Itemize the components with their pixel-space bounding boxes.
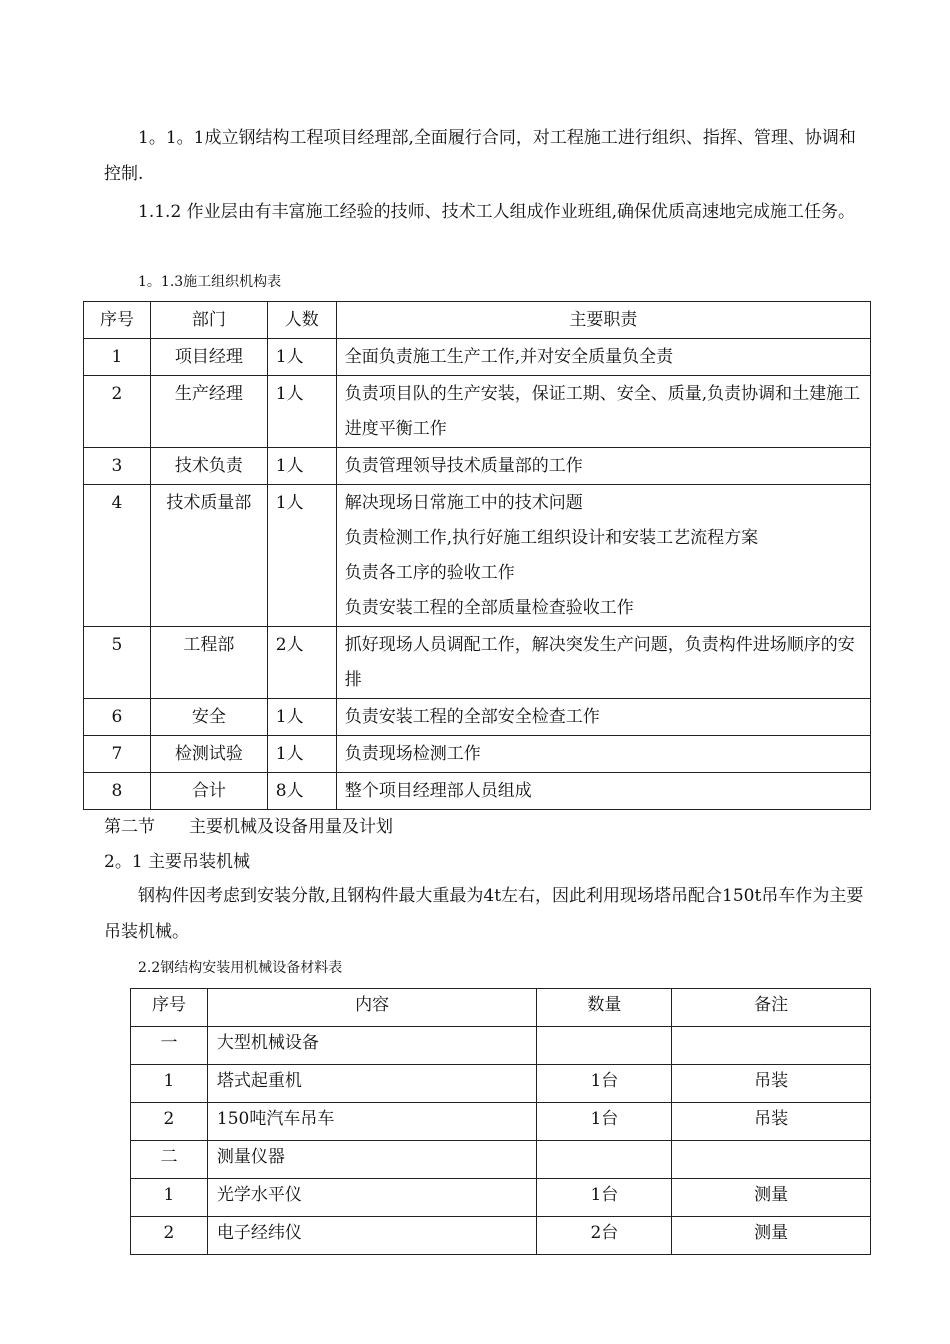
duty-line: 抓好现场人员调配工作，解决突发生产问题，负责构件进场顺序的安排 xyxy=(344,635,855,690)
row-number: 4 xyxy=(84,485,151,627)
header-cell: 部门 xyxy=(150,302,267,339)
note-cell xyxy=(672,1141,871,1179)
department-cell: 技术负责 xyxy=(150,448,267,485)
table-row xyxy=(84,627,871,699)
duty-line: 负责安装工程的全部安全检查工作 xyxy=(344,707,600,727)
note-cell xyxy=(672,1027,871,1065)
row-number: 6 xyxy=(84,699,151,736)
duties-cell xyxy=(336,339,870,376)
department-cell: 项目经理 xyxy=(150,339,267,376)
row-number: 1 xyxy=(131,1179,208,1217)
table-row xyxy=(84,376,871,448)
header-cell: 序号 xyxy=(131,989,208,1027)
duties-cell xyxy=(336,376,870,448)
duties-cell xyxy=(336,627,870,699)
table-row xyxy=(84,485,871,627)
section-2-1-subtitle: 2。1 主要吊装机械 xyxy=(104,852,251,872)
table-row xyxy=(84,699,871,736)
content-cell: 光学水平仪 xyxy=(207,1179,537,1217)
paragraph-1-1-2: 1.1.2 作业层由有丰富施工经验的技师、技术工人组成作业班组,确保优质高速地完成施工任务。 xyxy=(138,202,856,222)
headcount-cell: 1人 xyxy=(267,376,336,448)
header-cell: 内容 xyxy=(207,989,537,1027)
equipment-table-header-row xyxy=(131,989,871,1027)
row-number: 8 xyxy=(84,773,151,810)
quantity-cell: 1台 xyxy=(537,1179,672,1217)
department-cell: 工程部 xyxy=(150,627,267,699)
duties-cell xyxy=(336,699,870,736)
table-row xyxy=(131,1103,871,1141)
table-row xyxy=(131,1141,871,1179)
header-cell: 序号 xyxy=(84,302,151,339)
duties-cell xyxy=(336,736,870,773)
duty-line: 负责检测工作,执行好施工组织设计和安装工艺流程方案 xyxy=(344,528,759,548)
row-number: 5 xyxy=(84,627,151,699)
row-number: 1 xyxy=(84,339,151,376)
table-row xyxy=(131,1179,871,1217)
duties-cell xyxy=(336,485,870,627)
headcount-cell: 1人 xyxy=(267,448,336,485)
duty-line: 整个项目经理部人员组成 xyxy=(344,781,532,801)
quantity-cell: 2台 xyxy=(537,1217,672,1255)
department-cell: 检测试验 xyxy=(150,736,267,773)
row-number: 2 xyxy=(131,1217,208,1255)
quantity-cell: 1台 xyxy=(537,1103,672,1141)
row-number: 一 xyxy=(131,1027,208,1065)
note-cell: 测量 xyxy=(672,1217,871,1255)
duty-line: 负责安装工程的全部质量检查验收工作 xyxy=(344,598,634,618)
content-cell: 电子经纬仪 xyxy=(207,1217,537,1255)
org-table-caption: 1。1.3施工组织机构表 xyxy=(138,274,282,290)
department-cell: 技术质量部 xyxy=(150,485,267,627)
note-cell: 测量 xyxy=(672,1179,871,1217)
table-row xyxy=(131,1217,871,1255)
section-2-title: 第二节 主要机械及设备用量及计划 xyxy=(104,817,393,837)
content-cell: 150吨汽车吊车 xyxy=(207,1103,537,1141)
paragraph-1-1-1: 1。1。1成立钢结构工程项目经理部,全面履行合同，对工程施工进行组织、指挥、管理、协调和控制. xyxy=(104,128,856,184)
duty-line: 解决现场日常施工中的技术问题 xyxy=(344,493,583,513)
department-cell: 生产经理 xyxy=(150,376,267,448)
quantity-cell xyxy=(537,1027,672,1065)
table-row xyxy=(84,448,871,485)
headcount-cell: 1人 xyxy=(267,699,336,736)
duty-line: 负责各工序的验收工作 xyxy=(344,563,515,583)
table-row xyxy=(131,1027,871,1065)
row-number: 3 xyxy=(84,448,151,485)
quantity-cell: 1台 xyxy=(537,1065,672,1103)
headcount-cell: 2人 xyxy=(267,627,336,699)
duty-line: 负责项目队的生产安装，保证工期、安全、质量,负责协调和土建施工进度平衡工作 xyxy=(344,384,861,439)
header-cell: 主要职责 xyxy=(336,302,870,339)
table-row xyxy=(84,773,871,810)
equipment-table-caption: 2.2钢结构安装用机械设备材料表 xyxy=(138,960,343,976)
duty-line: 负责现场检测工作 xyxy=(344,744,481,764)
table-row xyxy=(84,339,871,376)
quantity-cell xyxy=(537,1141,672,1179)
department-cell: 安全 xyxy=(150,699,267,736)
note-cell: 吊装 xyxy=(672,1103,871,1141)
row-number: 1 xyxy=(131,1065,208,1103)
header-cell: 备注 xyxy=(672,989,871,1027)
header-cell: 人数 xyxy=(267,302,336,339)
org-structure-table xyxy=(83,301,871,810)
table-row xyxy=(131,1065,871,1103)
content-cell: 测量仪器 xyxy=(207,1141,537,1179)
row-number: 7 xyxy=(84,736,151,773)
headcount-cell: 1人 xyxy=(267,736,336,773)
header-cell: 数量 xyxy=(537,989,672,1027)
paragraph-2-1: 钢构件因考虑到安装分散,且钢构件最大重最为4t左右，因此利用现场塔吊配合150t吊车作为主要吊装机械。 xyxy=(104,886,864,942)
duty-line: 负责管理领导技术质量部的工作 xyxy=(344,456,583,476)
headcount-cell: 1人 xyxy=(267,339,336,376)
row-number: 二 xyxy=(131,1141,208,1179)
table-row xyxy=(84,736,871,773)
note-cell: 吊装 xyxy=(672,1065,871,1103)
equipment-table xyxy=(130,988,871,1255)
row-number: 2 xyxy=(131,1103,208,1141)
duties-cell xyxy=(336,448,870,485)
content-cell: 大型机械设备 xyxy=(207,1027,537,1065)
row-number: 2 xyxy=(84,376,151,448)
duties-cell xyxy=(336,773,870,810)
duty-line: 全面负责施工生产工作,并对安全质量负全责 xyxy=(344,347,674,367)
org-table-header-row xyxy=(84,302,871,339)
department-cell: 合计 xyxy=(150,773,267,810)
content-cell: 塔式起重机 xyxy=(207,1065,537,1103)
headcount-cell: 1人 xyxy=(267,485,336,627)
headcount-cell: 8人 xyxy=(267,773,336,810)
